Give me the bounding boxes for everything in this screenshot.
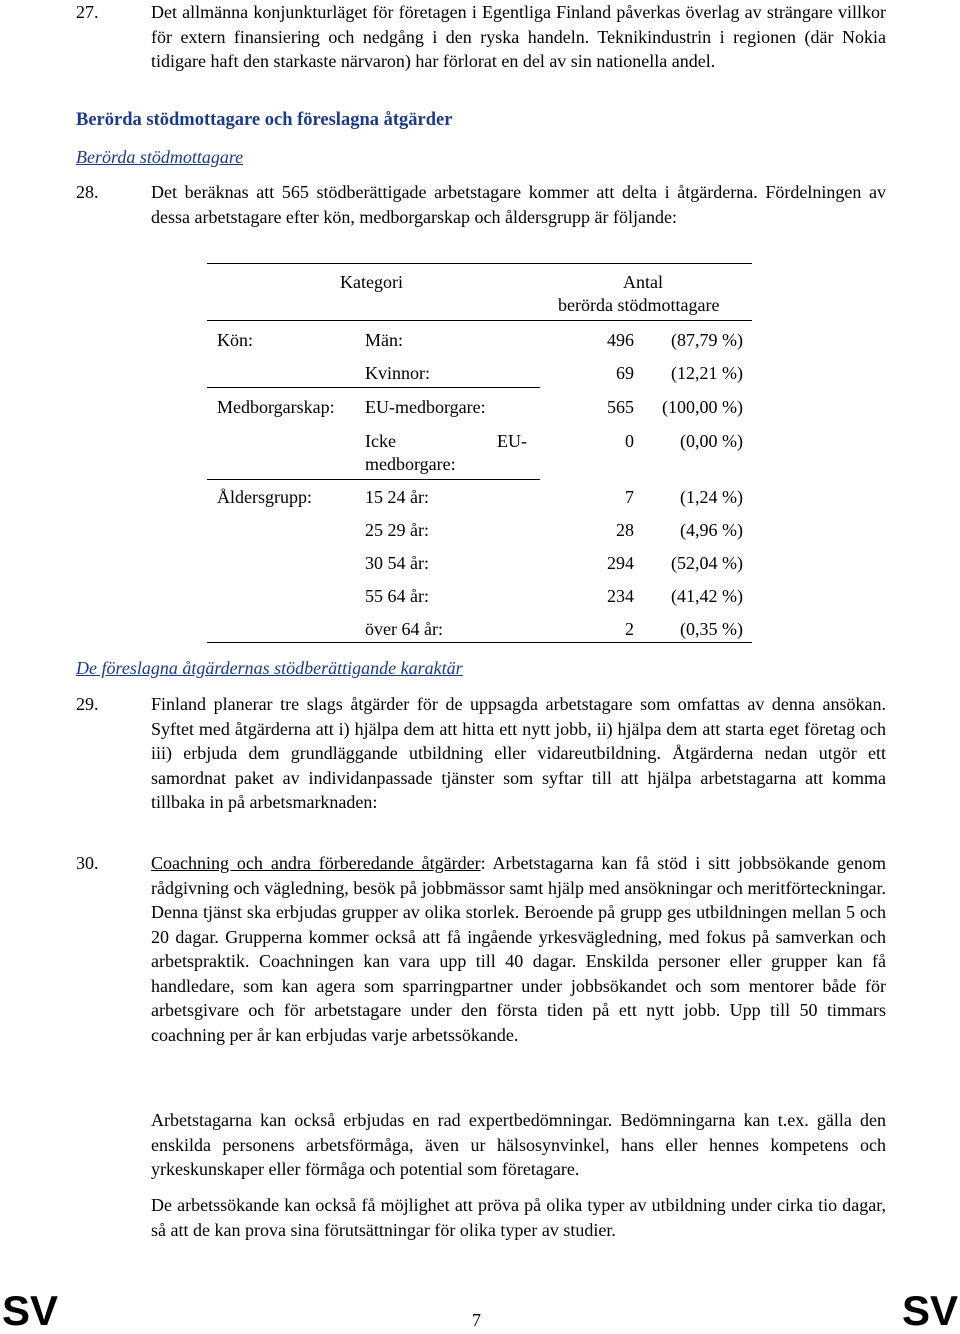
- header-count: Antal: [623, 272, 663, 292]
- row-percent: (0,00 %): [680, 431, 743, 451]
- paragraph-number: 28.: [76, 182, 99, 202]
- paragraph-text: Det allmänna konjunkturläget för företagen i Egentliga Finland påverkas överlag av strängare villkor för extern finansiering och nedgång i den ryska handeln. Teknikindustrin i regionen (där Nokia tidigare haft den starkaste närvaron) har förlorat en del av sin nationella andel.: [151, 2, 886, 71]
- paragraph-number: 29.: [76, 694, 99, 714]
- paragraph-28: [76, 180, 886, 229]
- row-percent: (100,00 %): [662, 397, 743, 417]
- row-percent: (12,21 %): [671, 363, 743, 383]
- row-label: 30 54 år:: [365, 553, 429, 573]
- group-rule: [207, 387, 540, 388]
- row-label: EU-: [497, 431, 527, 451]
- footer-language-left: SV: [2, 1287, 59, 1334]
- footer-language-right: SV: [901, 1287, 958, 1334]
- group-gender: Kön:: [217, 330, 253, 350]
- paragraph-text: Det beräknas att 565 stödberättigade arbetstagare kommer att delta i åtgärderna. Fördelningen av dessa arbetstagare efter kön, medborgarskap och åldersgrupp är följande:: [151, 182, 886, 227]
- row-percent: (4,96 %): [680, 520, 743, 540]
- paragraph-number: 27.: [76, 2, 99, 22]
- group-citizenship: Medborgarskap:: [217, 397, 335, 417]
- header-category: Kategori: [340, 272, 403, 292]
- row-label: Män:: [365, 330, 403, 350]
- row-percent: (0,35 %): [680, 619, 743, 639]
- header-rule: [207, 320, 752, 321]
- paragraph-text: Finland planerar tre slags åtgärder för de uppsagda arbetstagare som omfattas av denna ansökan. Syftet med åtgärderna att i) hjälpa dem att hitta ett nytt jobb, ii) hjälpa dem att starta eget företag och iii) erbjuda dem grundläggande utbildning eller vidareutbildning. Åtgärderna nedan utgör ett samordnat paket av individanpassade tjänster som syftar till att hjälpa arbetstagarna att komma tillbaka in på arbetsmarknaden:: [151, 694, 886, 812]
- paragraph-number: 30.: [76, 853, 99, 873]
- table-top-rule: [207, 263, 752, 264]
- subsection-heading: De föreslagna åtgärdernas stödberättigande karaktär: [76, 658, 463, 678]
- subsection-heading: Berörda stödmottagare: [76, 147, 244, 167]
- table-bottom-rule: [207, 642, 752, 643]
- row-percent: (52,04 %): [671, 553, 743, 573]
- paragraph-30-continued-2: De arbetssökande kan också få möjlighet att pröva på olika typer av utbildning under cirka tio dagar, så att de kan prova sina förutsättningar för olika typer av studier.: [151, 1195, 886, 1240]
- row-count: 565: [607, 397, 634, 417]
- measure-title: Coachning och andra förberedande åtgärder: [151, 853, 481, 873]
- row-label: 15 24 år:: [365, 487, 429, 507]
- row-count: 7: [625, 487, 634, 507]
- paragraph-27: [76, 0, 886, 74]
- row-count: 69: [616, 363, 634, 383]
- group-rule: [207, 479, 540, 480]
- row-count: 294: [607, 553, 634, 573]
- row-label: över 64 år:: [365, 619, 443, 639]
- row-count: 234: [607, 586, 634, 606]
- row-count: 0: [625, 431, 634, 451]
- row-label: medborgare:: [365, 454, 456, 474]
- header-count-sub: berörda stödmottagare: [558, 295, 720, 315]
- paragraph-text: [151, 851, 886, 1047]
- paragraph-30: [76, 851, 886, 1047]
- row-percent: (41,42 %): [671, 586, 743, 606]
- row-count: 28: [616, 520, 634, 540]
- row-percent: (1,24 %): [680, 487, 743, 507]
- row-label: EU-medborgare:: [365, 397, 486, 417]
- row-label: Icke: [365, 431, 396, 451]
- page-number: 7: [472, 1310, 481, 1330]
- row-percent: (87,79 %): [671, 330, 743, 350]
- row-count: 496: [607, 330, 634, 350]
- section-heading: Berörda stödmottagare och föreslagna åtgärder: [76, 110, 453, 130]
- beneficiaries-table: [207, 263, 752, 643]
- measure-description: : Arbetstagarna kan få stöd i sitt jobbsökande genom rådgivning och vägledning, besök på jobbmässor samt hjälp med ansökningar och meritförteckningar. Denna tjänst ska erbjudas grupper av olika storlek. Beroende på grupp ges utbildningen mellan 5 och 20 dagar. Grupperna kommer också att få ingående yrkesvägledning, med fokus på samverkan och arbetspraktik. Coachningen kan vara upp till 40 dagar. Enskilda personer eller grupper kan få handledare, som kan agera som sparringpartner under jobbsökandet och som mentorer både för arbetsgivare och för arbetstagare under den första tiden på ett nytt jobb. Upp till 50 timmars coachning per år kan erbjudas varje arbetssökande.: [151, 853, 887, 1045]
- row-label: 25 29 år:: [365, 520, 429, 540]
- row-label: 55 64 år:: [365, 586, 429, 606]
- paragraph-30-continued: Arbetstagarna kan också erbjudas en rad expertbedömningar. Bedömningarna kan t.ex. gälla den enskilda personens arbetsförmåga, även ur hälsosynvinkel, hans eller hennes kompetens och yrkeskunskaper eller förmåga och potential som företagare.: [151, 1110, 886, 1179]
- group-age: Åldersgrupp:: [217, 487, 312, 507]
- paragraph-29: [76, 692, 886, 815]
- row-label: Kvinnor:: [365, 363, 430, 383]
- row-count: 2: [625, 619, 634, 639]
